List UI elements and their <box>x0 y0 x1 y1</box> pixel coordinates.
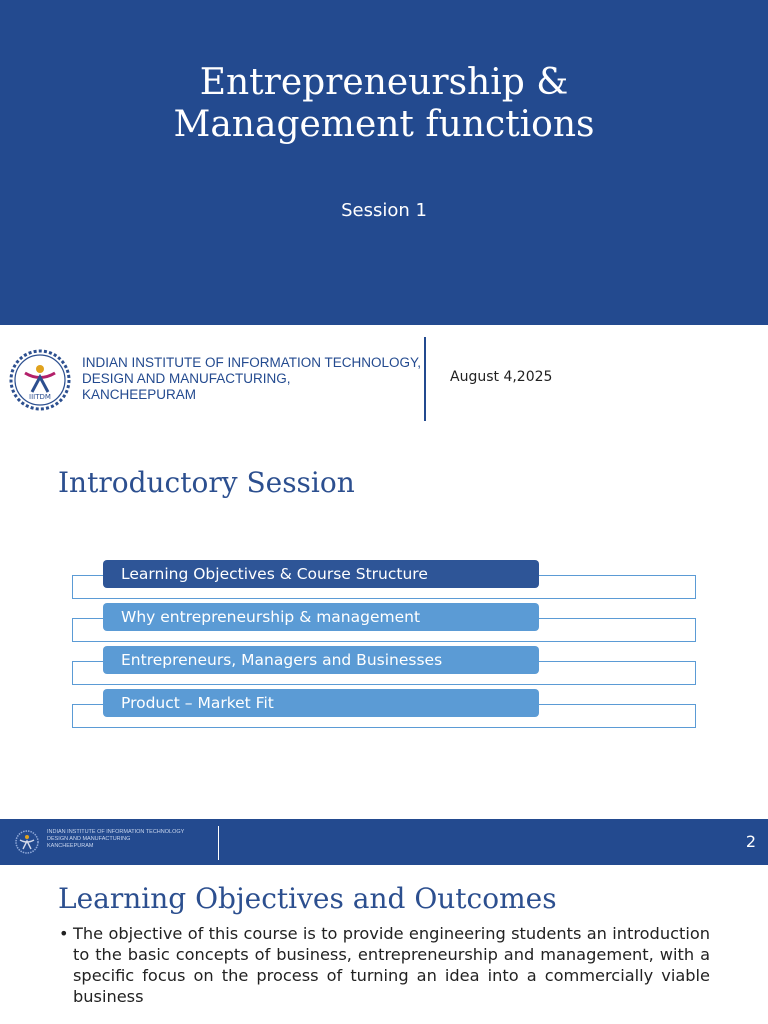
agenda-item-why-entrepreneurship[interactable]: Why entrepreneurship & management <box>103 603 539 631</box>
objective-text: The objective of this course is to provide engineering students an introduction to the basic concepts of business, entrepreneurship and management, with a specific focus on the process of turning an idea into a commercially viable business <box>73 924 710 1006</box>
institute-logo <box>8 348 72 412</box>
institute-name-line-3: KANCHEEPURAM <box>82 387 197 402</box>
agenda-item-entrepreneurs-managers[interactable]: Entrepreneurs, Managers and Businesses <box>103 646 539 674</box>
logo-text: IIITDM <box>29 393 51 401</box>
institute-name-line-2: DESIGN AND MANUFACTURING, <box>82 371 291 386</box>
footer-institute-name <box>47 829 184 850</box>
institute-name <box>82 355 421 403</box>
agenda-item-learning-objectives[interactable]: Learning Objectives & Course Structure <box>103 560 539 588</box>
header-divider <box>424 337 426 421</box>
presentation-date: August 4,2025 <box>450 369 553 385</box>
objective-bullet <box>59 923 710 1007</box>
main-title <box>0 62 768 146</box>
footer-inst-line-2: DESIGN AND MANUFACTURING <box>47 836 131 842</box>
main-title-line-2: Management functions <box>173 104 595 145</box>
institute-name-line-1: INDIAN INSTITUTE OF INFORMATION TECHNOLOGY, <box>82 355 422 370</box>
objectives-title: Learning Objectives and Outcomes <box>58 882 557 915</box>
main-title-line-1: Entrepreneurship & <box>199 62 569 103</box>
section-title: Introductory Session <box>58 466 355 499</box>
footer-inst-line-3: KANCHEEPURAM <box>47 843 94 849</box>
bullet-marker: • <box>59 924 69 943</box>
title-banner <box>0 0 768 325</box>
footer-inst-line-1: INDIAN INSTITUTE OF INFORMATION TECHNOLOGY <box>47 829 185 835</box>
footer-divider <box>218 826 219 860</box>
agenda-item-product-market-fit[interactable]: Product – Market Fit <box>103 689 539 717</box>
footer-logo-icon <box>14 827 40 857</box>
session-subtitle: Session 1 <box>341 200 427 221</box>
page-number: 2 <box>745 832 756 851</box>
